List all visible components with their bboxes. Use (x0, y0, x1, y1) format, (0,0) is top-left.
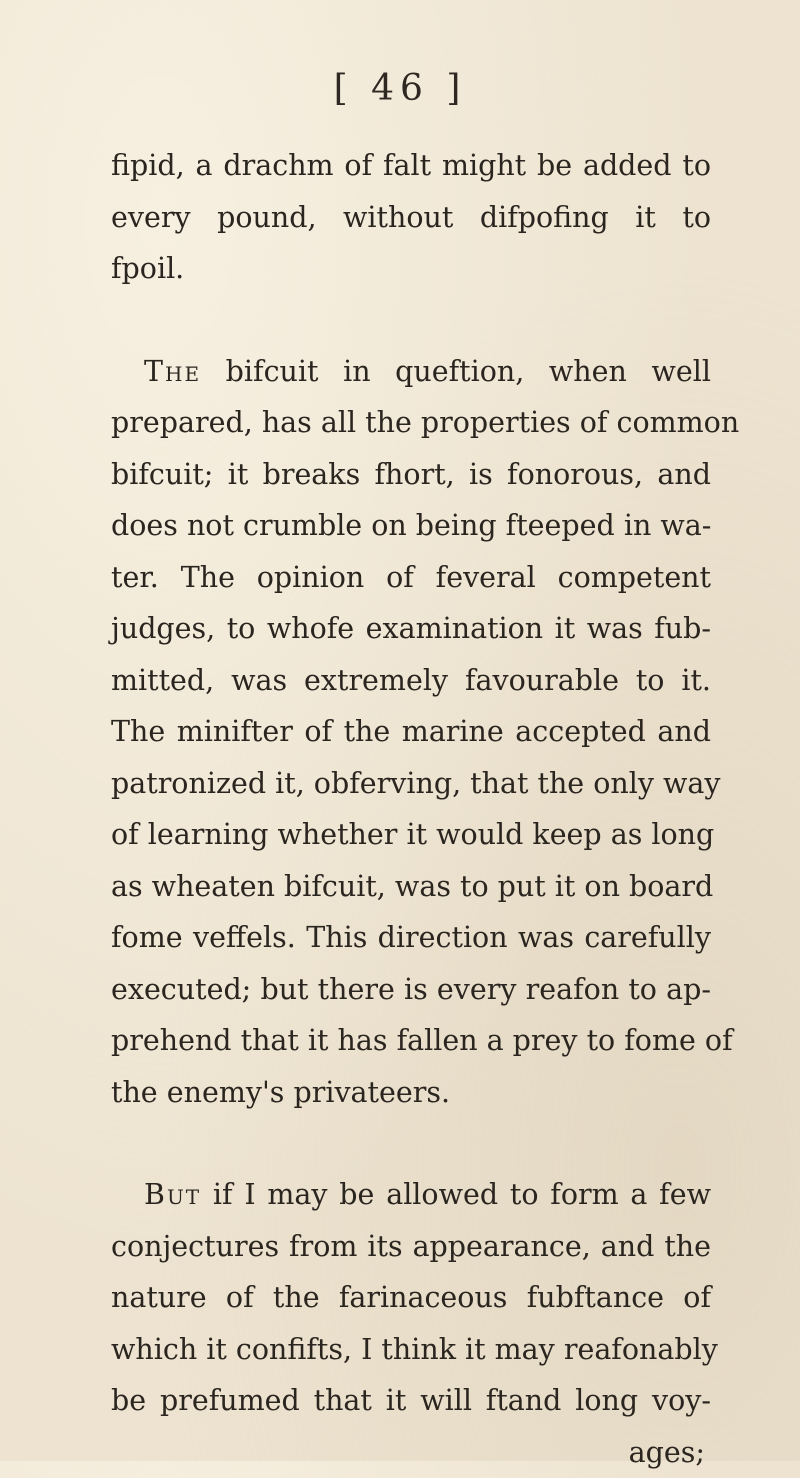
text-line: as wheaten bifcuit, was to put it on board (111, 861, 711, 913)
text-line: prepared, has all the properties of common (111, 397, 711, 449)
text-line: ter. The opinion of feveral competent (111, 552, 711, 604)
paragraph-gap (111, 295, 711, 346)
body-text (111, 140, 711, 1478)
text-line: every pound, without difpofing it to (111, 192, 711, 244)
text-line: mitted, was extremely favourable to it. (111, 655, 711, 707)
text-line: the enemy's privateers. (111, 1067, 711, 1119)
text-line: conjectures from its appearance, and the (111, 1221, 711, 1273)
text-line: nature of the farinaceous fubftance of (111, 1272, 711, 1324)
paragraph-first-line (111, 346, 711, 398)
small-caps-lead: But (144, 1178, 201, 1211)
text-line: fipid, a drachm of falt might be added to (111, 140, 711, 192)
text-line-rest: bifcuit in queftion, when well (201, 355, 711, 388)
text-line: be prefumed that it will ftand long voy- (111, 1375, 711, 1427)
text-line: which it confifts, I think it may reafonably (111, 1324, 711, 1376)
text-line: judges, to whofe examination it was fub- (111, 603, 711, 655)
paragraph-first-line (111, 1169, 711, 1221)
small-caps-lead: The (144, 355, 201, 388)
text-line: prehend that it has fallen a prey to fome of (111, 1015, 711, 1067)
text-line: of learning whether it would keep as long (111, 809, 711, 861)
paragraph-gap (111, 1118, 711, 1169)
page-number: [ 46 ] (0, 68, 800, 109)
text-line: The minifter of the marine accepted and (111, 706, 711, 758)
text-line: fome veffels. This direction was carefully (111, 912, 711, 964)
text-line-rest: if I may be allowed to form a few (201, 1178, 711, 1211)
catchword: ages; (111, 1427, 711, 1478)
text-line: executed; but there is every reafon to ap- (111, 964, 711, 1016)
text-line: fpoil. (111, 243, 711, 295)
text-line: patronized it, obferving, that the only way (111, 758, 711, 810)
text-line: bifcuit; it breaks fhort, is fonorous, and (111, 449, 711, 501)
text-line: does not crumble on being fteeped in wa- (111, 500, 711, 552)
